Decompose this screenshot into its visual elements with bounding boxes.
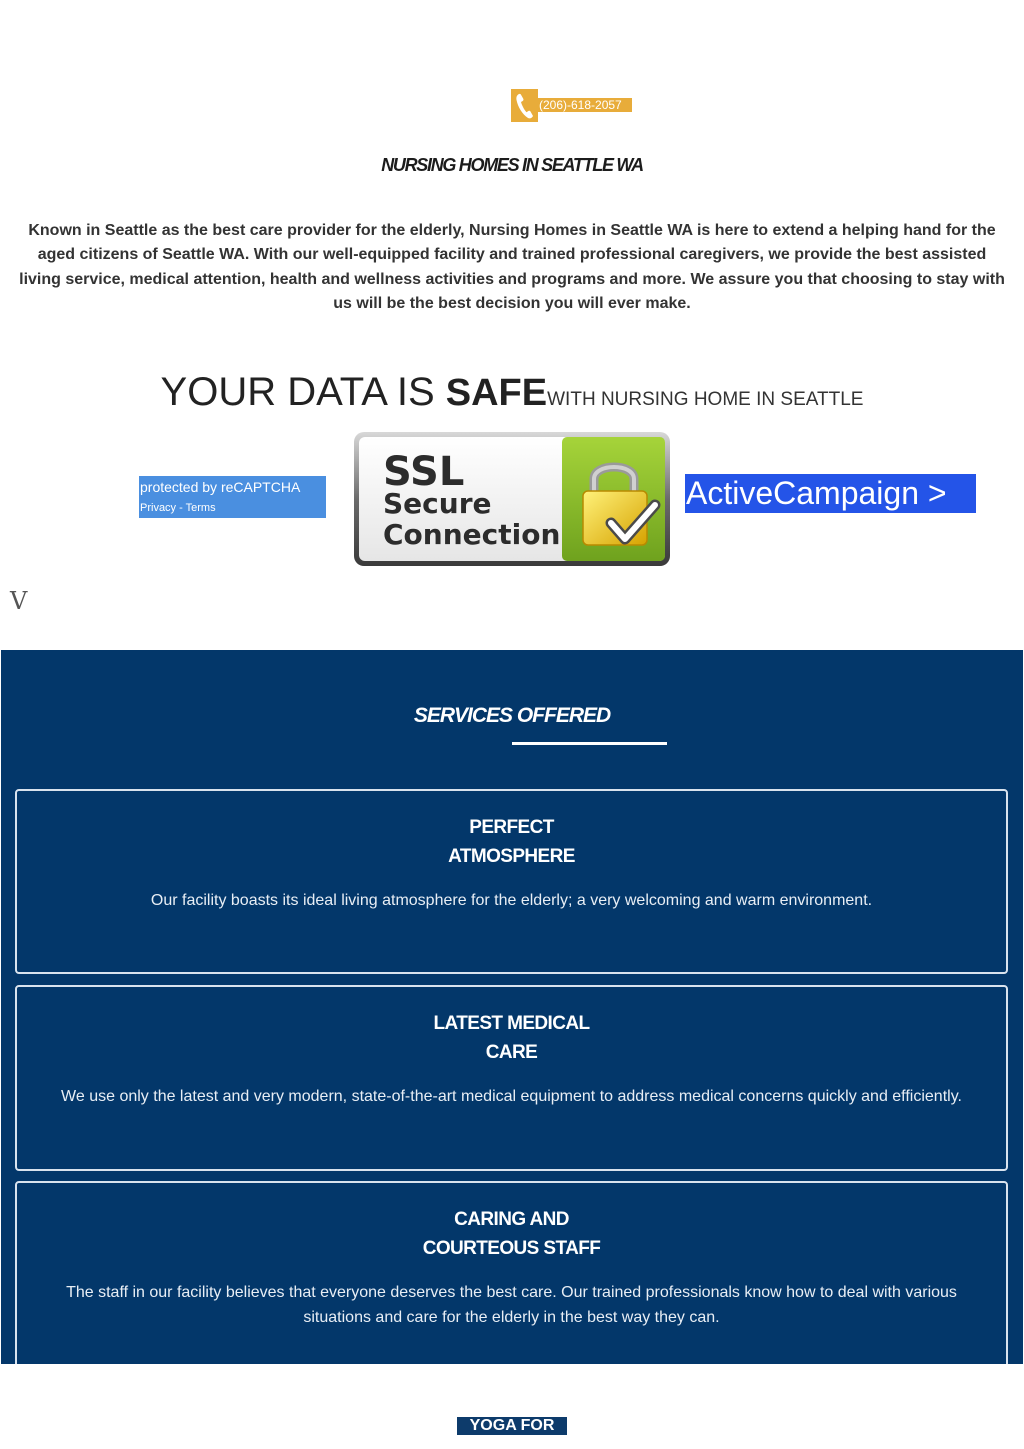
v-glyph: V [10, 587, 28, 615]
activecampaign-link[interactable]: ActiveCampaign > [685, 474, 976, 513]
service-title-line1: PERFECT [469, 817, 554, 838]
service-card-title [17, 1205, 1006, 1263]
recaptcha-privacy-terms-link[interactable]: Privacy - Terms [140, 502, 216, 514]
yoga-for-label[interactable]: YOGA FOR [457, 1417, 567, 1435]
service-title-line1: CARING AND [454, 1209, 569, 1230]
service-title-line2: COURTEOUS STAFF [422, 1238, 601, 1259]
service-title-line1: LATEST MEDICAL [433, 1013, 590, 1034]
data-safe-part3: WITH NURSING HOME IN SEATTLE [547, 389, 864, 410]
service-card-staff [15, 1181, 1008, 1364]
recaptcha-badge[interactable] [139, 476, 326, 518]
service-card-atmosphere [15, 789, 1008, 974]
service-title-line2: CARE [485, 1042, 538, 1063]
service-card-description: The staff in our facility believes that everyone deserves the best care. Our trained professionals know how to deal with various situations and care for the elderly in the best way they can. [66, 1284, 957, 1326]
data-safe-part1: YOUR DATA IS [160, 370, 446, 414]
ssl-text-line3: Connection [383, 518, 561, 551]
service-card-title [17, 813, 1006, 871]
data-safe-heading [0, 370, 1024, 415]
service-card-description: Our facility boasts its ideal living atmosphere for the elderly; a very welcoming and warm environment. [150, 892, 873, 909]
service-card-medical-care [15, 985, 1008, 1171]
ssl-secure-badge [353, 431, 671, 567]
phone-number[interactable]: (206)-618-2057 [538, 98, 632, 112]
ssl-text-line2: Secure [383, 487, 492, 520]
services-section [1, 650, 1023, 1364]
service-title-line2: ATMOSPHERE [448, 846, 575, 867]
page-title: NURSING HOMES IN SEATTLE WA [381, 155, 643, 175]
phone-icon [511, 89, 538, 122]
intro-paragraph: Known in Seattle as the best care provider for the elderly, Nursing Homes in Seattle WA is here to extend a helping hand for the aged citizens of Seattle WA. With our well-equipped facility and trained professional caregivers, we provide the best assisted living service, medical attention, health and wellness activities and programs and more. We assure you that choosing to stay with us will be the best decision you will ever make. [19, 222, 1005, 312]
service-card-title [17, 1009, 1006, 1067]
services-title: SERVICES OFFERED [413, 704, 611, 727]
ssl-text-line1: SSL [383, 449, 465, 495]
recaptcha-label: protected by reCAPTCHA [140, 479, 301, 495]
data-safe-part2: SAFE [445, 372, 548, 414]
services-title-underline [512, 742, 667, 745]
service-card-description: We use only the latest and very modern, state-of-the-art medical equipment to address medical concerns quickly and efficiently. [61, 1088, 962, 1105]
phone-link[interactable] [511, 89, 632, 122]
